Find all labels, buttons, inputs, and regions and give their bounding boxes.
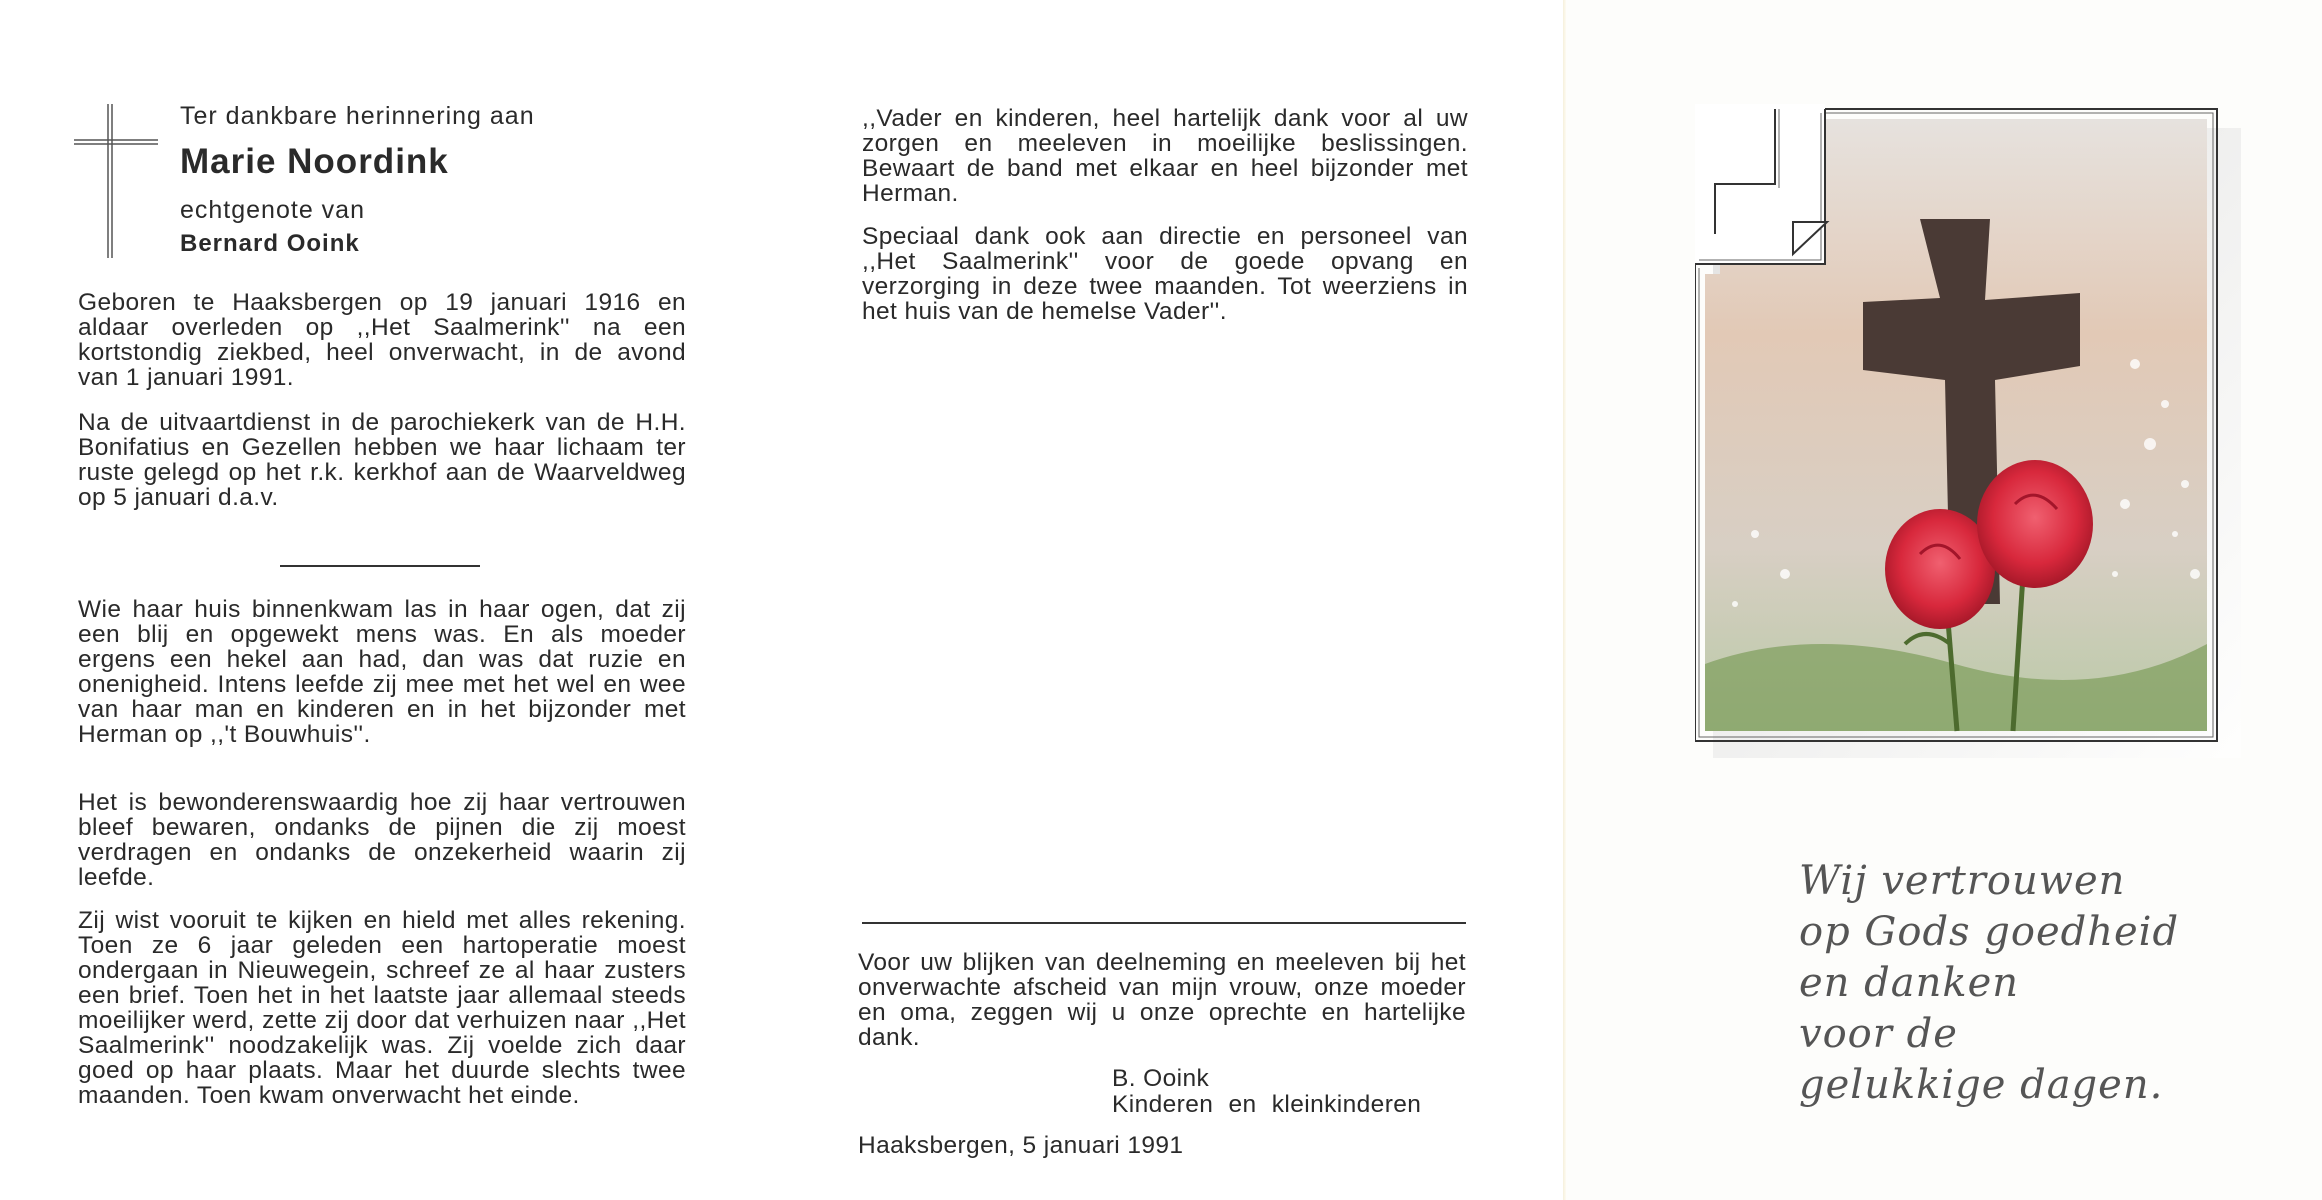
deceased-name: Marie Noordink — [180, 142, 449, 181]
paragraph-funeral: Na de uitvaartdienst in de parochiekerk van de H.H. Bonifatius en Gezellen hebben we haar lichaam ter ruste gelegd op het r.k. kerkhof aan de Waarveldweg op 5 januari d.a.v. — [78, 409, 686, 511]
spouse-label: echtgenote van — [180, 196, 365, 224]
signer-name: B. Ooink — [1112, 1065, 1210, 1092]
cross-icon — [74, 104, 158, 258]
divider-thanks — [862, 922, 1466, 924]
paragraph-gratitude: Speciaal dank ook aan directie en personeel van ,,Het Saalmerink'' voor de goede opvang en verzorging in deze twee maanden. Tot weerziens in het huis van de hemelse Vader''. — [862, 223, 1468, 325]
signer-family: Kinderen en kleinkinderen — [1112, 1091, 1422, 1118]
paragraph-birth: Geboren te Haaksbergen op 19 januari 1916 en aldaar overleden op ,,Het Saalmerink'' na een kortstondig ziekbed, heel onverwacht, in de avond van 1 januari 1991. — [78, 289, 686, 391]
motto-line: voor de — [1799, 1011, 1958, 1057]
paragraph-trust: Het is bewonderenswaardig hoe zij haar vertrouwen bleef bewaren, ondanks de pijnen die zij moest verdragen en ondanks de onzekerheid waarin zij leefde. — [78, 789, 686, 891]
thanks-text: Voor uw blijken van deelneming en meeleven bij het onverwachte afscheid van mijn vrouw, onze moeder en oma, zeggen wij u onze oprechte en hartelijke dank. — [858, 949, 1466, 1051]
cross-with-roses-image — [1695, 104, 2322, 774]
paragraph-foresight: Zij wist vooruit te kijken en hield met alles rekening. Toen ze 6 jaar geleden een hartoperatie moest ondergaan in Nieuwegein, schreef ze al haar zusters een brief. Toen het in het laatste jaar allemaal steeds moeilijker werd, zette zij door dat verhuizen naar ,,Het Saalmerink'' noodzakelijk was. Zij voelde zich daar goed op haar plaats. Maar het duurde slechts twee maanden. Toen kwam onverwacht het einde. — [78, 907, 686, 1109]
motto-text — [1799, 856, 2179, 1111]
spouse-name: Bernard Ooink — [180, 230, 360, 257]
motto-line: gelukkige dagen. — [1799, 1062, 2164, 1108]
motto-line: Wij vertrouwen — [1799, 858, 2126, 904]
middle-panel — [780, 0, 1567, 1200]
left-panel — [0, 0, 780, 1200]
motto-line: en danken — [1799, 960, 2020, 1006]
paragraph-message: ,,Vader en kinderen, heel hartelijk dank voor al uw zorgen en meeleven in moeilijke beslissingen. Bewaart de band met elkaar en heel bijzonder met Herman. — [862, 105, 1468, 207]
place-date: Haaksbergen, 5 januari 1991 — [858, 1132, 1184, 1159]
paragraph-character: Wie haar huis binnenkwam las in haar ogen, dat zij een blij en opgewekt mens was. En als moeder ergens een hekel aan had, dan was dat ruzie en onenigheid. Intens leefde zij mee met het wel en wee van haar man en kinderen en in het bijzonder met Herman op ,,'t Bouwhuis''. — [78, 596, 686, 748]
motto-line: op Gods goedheid — [1799, 909, 2180, 955]
divider — [280, 565, 480, 567]
right-panel — [1567, 0, 2322, 1200]
intro-text: Ter dankbare herinnering aan — [180, 102, 535, 130]
